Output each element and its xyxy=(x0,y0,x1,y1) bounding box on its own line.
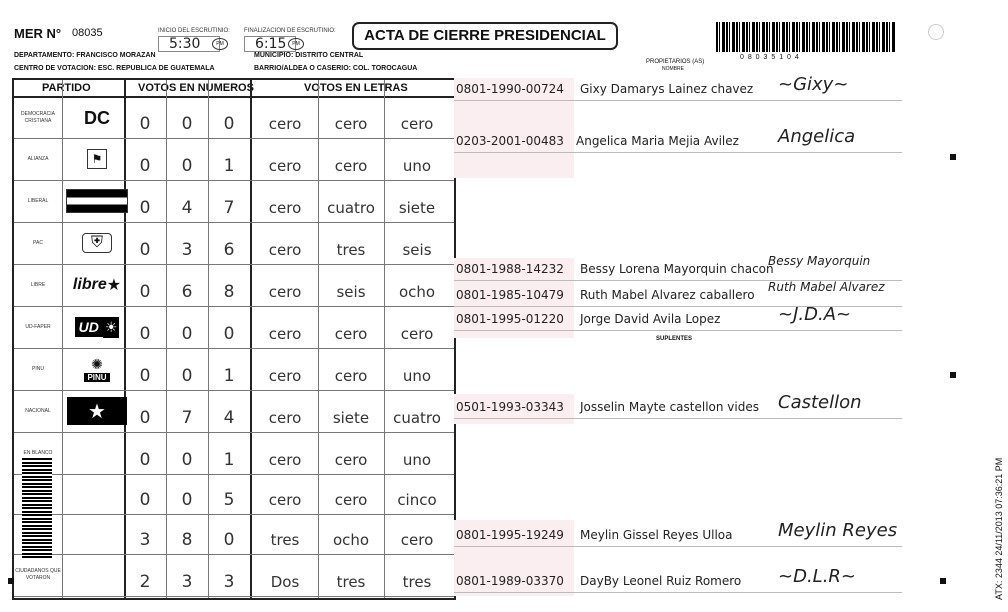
vote-digit: 0 xyxy=(139,408,151,428)
signature-line xyxy=(454,418,902,419)
vote-digit: 3 xyxy=(181,572,193,592)
table-row xyxy=(14,98,454,139)
vote-word: uno xyxy=(402,367,432,385)
signature-line xyxy=(454,546,902,547)
page-title: ACTA DE CIERRE PRESIDENCIAL xyxy=(352,22,618,50)
vote-digit: 0 xyxy=(139,240,151,260)
reg-mark xyxy=(940,578,946,584)
vote-word: tres xyxy=(336,241,366,259)
vote-word: tres xyxy=(402,573,432,591)
party-logo xyxy=(64,267,130,303)
vote-word: cero xyxy=(334,491,368,509)
departamento: DEPARTAMENTO: FRANCISCO MORAZAN xyxy=(14,52,156,59)
vote-digit: 0 xyxy=(181,114,193,134)
member-id: 0801-1988-14232 xyxy=(456,262,564,276)
vote-digit: 6 xyxy=(223,240,235,260)
reg-mark xyxy=(8,578,14,584)
party-logo xyxy=(64,393,130,429)
member-signature: Castellon xyxy=(778,392,862,413)
pinu-emblem-icon: ✺ xyxy=(91,356,103,372)
party-name: CIUDADANOS QUE VOTARON xyxy=(15,568,61,581)
vote-word: cero xyxy=(268,283,302,301)
vote-digit: 3 xyxy=(223,572,235,592)
barcode xyxy=(716,22,896,52)
libre-logo: libre xyxy=(72,276,107,293)
vote-digit: 4 xyxy=(181,198,193,218)
member-id: 0501-1993-03343 xyxy=(456,400,564,414)
table-row xyxy=(14,390,454,433)
vote-digit: 3 xyxy=(181,240,193,260)
mer-number: 08035 xyxy=(72,27,103,39)
vote-digit: 0 xyxy=(139,114,151,134)
col-numeros: VOTOS EN NUMEROS xyxy=(138,82,254,94)
table-row xyxy=(14,348,454,391)
signature-line xyxy=(454,592,902,593)
party-name: NACIONAL xyxy=(25,407,51,414)
member-name: Josselin Mayte castellon vides xyxy=(580,400,759,414)
vote-word: cero xyxy=(268,451,302,469)
member-signature: ~J.D.A~ xyxy=(778,304,852,325)
vote-digit: 5 xyxy=(223,490,235,510)
vote-digit: 0 xyxy=(181,324,193,344)
vote-word: cero xyxy=(334,451,368,469)
side-stamp: ATX: 2344 24/11/2013 07:36:21 PM xyxy=(994,457,1004,600)
vote-word: siete xyxy=(332,409,370,427)
vote-digit: 0 xyxy=(181,490,193,510)
party-logo xyxy=(64,225,130,261)
vote-digit: 0 xyxy=(139,450,151,470)
final-time: 6:15 xyxy=(244,36,296,52)
vote-word: cuatro xyxy=(393,409,441,427)
liberal-flag-icon xyxy=(66,189,128,213)
propietarios-label: PROPIETARIOS (AS) xyxy=(646,59,705,65)
party-name: LIBERAL xyxy=(27,197,49,204)
vote-word: cero xyxy=(268,115,302,133)
reg-mark xyxy=(950,372,956,378)
vote-digit: 1 xyxy=(223,156,235,176)
vote-digit: 3 xyxy=(139,530,151,550)
table-row xyxy=(14,222,454,265)
centro-votacion: CENTRO DE VOTACION: ESC. REPUBLICA DE GUATEMALA xyxy=(14,65,215,72)
signature-line xyxy=(454,330,902,331)
member-id: 0801-1995-01220 xyxy=(456,312,564,326)
star-icon: ★ xyxy=(106,277,122,294)
vote-digit: 0 xyxy=(223,530,235,550)
vote-word: cero xyxy=(268,241,302,259)
vote-word: cero xyxy=(268,409,302,427)
table-header xyxy=(14,80,454,98)
vote-word: cero xyxy=(268,367,302,385)
member-id: 0801-1989-03370 xyxy=(456,574,564,588)
inicio-pm: PM xyxy=(212,38,228,50)
vote-word: cuatro xyxy=(327,199,375,217)
vote-word: tres xyxy=(270,531,300,549)
party-name: ALIANZA xyxy=(27,155,49,162)
vote-digit: 0 xyxy=(181,450,193,470)
signature-line xyxy=(454,152,902,153)
party-logo xyxy=(64,351,130,387)
member-id: 0203-2001-00483 xyxy=(456,134,564,148)
final-pm: PM xyxy=(288,38,304,50)
member-signature: Angelica xyxy=(778,126,856,147)
vote-word: Dos xyxy=(270,573,300,591)
punch-hole xyxy=(928,24,944,40)
member-name: Angelica Maria Mejia Avilez xyxy=(576,134,739,148)
table-row xyxy=(14,554,454,597)
party-logo xyxy=(64,477,130,511)
member-id: 0801-1990-00724 xyxy=(456,82,564,96)
nombre-label: NOMBRE xyxy=(662,66,684,72)
party-logo xyxy=(64,141,130,177)
vote-digit: 1 xyxy=(223,366,235,386)
ud-logo: UD xyxy=(75,317,103,337)
mer-label: MER N° xyxy=(14,26,62,41)
alianza-flag-icon: ⚑ xyxy=(87,149,108,169)
vote-digit: 0 xyxy=(139,490,151,510)
member-name: Bessy Lorena Mayorquin chacon xyxy=(580,262,774,276)
table-row xyxy=(14,514,454,555)
party-name: PINU xyxy=(32,365,44,372)
vote-digit: 7 xyxy=(181,408,193,428)
table-row xyxy=(14,180,454,223)
table-row xyxy=(14,474,454,515)
vote-word: uno xyxy=(402,157,432,175)
pinu-logo: PINU xyxy=(84,373,109,382)
vote-digit: 0 xyxy=(223,324,235,344)
vote-word: cero xyxy=(334,325,368,343)
final-label: FINALIZACION DE ESCRUTINIO: xyxy=(244,28,336,34)
pac-shield-icon: ⛨ xyxy=(82,233,112,253)
vote-digit: 0 xyxy=(181,156,193,176)
vote-word: seis xyxy=(402,241,432,259)
municipio: MUNICIPIO: DISTRITO CENTRAL xyxy=(254,52,364,59)
barrio: BARRIO/ALDEA O CASERIO: COL. TOROCAGUA xyxy=(254,65,418,72)
party-logo xyxy=(64,557,130,593)
vote-digit: 6 xyxy=(181,282,193,302)
vote-digit: 0 xyxy=(139,366,151,386)
signature-line xyxy=(454,100,902,101)
member-name: Ruth Mabel Alvarez caballero xyxy=(580,288,755,302)
member-signature: Meylin Reyes xyxy=(778,520,898,541)
member-name: Jorge David Avila Lopez xyxy=(580,312,721,326)
party-logo xyxy=(64,435,130,471)
vote-word: cero xyxy=(334,115,368,133)
vote-word: cero xyxy=(400,531,434,549)
side-barcode xyxy=(22,458,52,558)
party-name: LIBRE xyxy=(30,281,46,288)
member-name: Meylin Gissel Reyes Ulloa xyxy=(580,528,733,542)
member-id: 0801-1985-10479 xyxy=(456,288,564,302)
party-logo xyxy=(64,309,130,345)
votes-table xyxy=(12,78,456,600)
vote-word: cero xyxy=(334,157,368,175)
barcode-number: 0 8 0 3 5 1 0 4 xyxy=(740,54,800,61)
table-row xyxy=(14,432,454,475)
party-logo xyxy=(64,183,130,219)
vote-word: cero xyxy=(268,157,302,175)
table-row xyxy=(14,138,454,181)
nacional-star-icon: ★ xyxy=(67,397,127,425)
vote-digit: 1 xyxy=(223,450,235,470)
vote-digit: 0 xyxy=(139,324,151,344)
vote-word: uno xyxy=(402,451,432,469)
inicio-time: 5:30 xyxy=(158,36,220,52)
member-signature: ~Gixy~ xyxy=(778,74,849,95)
member-signature: Bessy Mayorquin xyxy=(768,254,871,268)
vote-word: ocho xyxy=(398,283,436,301)
vote-word: cero xyxy=(268,325,302,343)
vote-digit: 2 xyxy=(139,572,151,592)
member-name: Gixy Damarys Lainez chavez xyxy=(580,82,754,96)
vote-word: cero xyxy=(268,199,302,217)
suplentes-label: SUPLENTES xyxy=(656,336,693,342)
vote-word: tres xyxy=(336,573,366,591)
col-letras: VOTOS EN LETRAS xyxy=(304,82,408,94)
party-logo xyxy=(64,101,130,135)
member-signature: ~D.L.R~ xyxy=(778,566,857,587)
vote-digit: 7 xyxy=(223,198,235,218)
vote-digit: 0 xyxy=(139,282,151,302)
col-partido: PARTIDO xyxy=(42,82,91,94)
vote-word: cero xyxy=(400,115,434,133)
sun-icon: ☀ xyxy=(103,317,120,338)
party-logo xyxy=(64,517,130,551)
member-id: 0801-1995-19249 xyxy=(456,528,564,542)
vote-word: cero xyxy=(400,325,434,343)
party-name: PAC xyxy=(33,239,43,246)
vote-digit: 0 xyxy=(139,156,151,176)
vote-digit: 4 xyxy=(223,408,235,428)
reg-mark xyxy=(950,154,956,160)
vote-digit: 8 xyxy=(181,530,193,550)
vote-word: siete xyxy=(398,199,436,217)
vote-digit: 0 xyxy=(181,366,193,386)
table-row xyxy=(14,264,454,307)
vote-word: cinco xyxy=(397,491,437,509)
party-name: DEMOCRACIA CRISTIANA xyxy=(21,111,55,124)
inicio-label: INICIO DEL ESCRUTINIO: xyxy=(158,28,230,34)
vote-word: cero xyxy=(334,367,368,385)
member-signature: Ruth Mabel Alvarez xyxy=(768,280,885,294)
party-name: EN BLANCO xyxy=(23,449,53,456)
vote-digit: 0 xyxy=(223,114,235,134)
dc-logo: DC xyxy=(84,107,110,128)
table-row xyxy=(14,306,454,349)
vote-word: seis xyxy=(336,283,366,301)
party-name: UD-FAPER xyxy=(25,323,51,330)
vote-digit: 8 xyxy=(223,282,235,302)
vote-word: ocho xyxy=(332,531,370,549)
vote-word: cero xyxy=(268,491,302,509)
member-name: DayBy Leonel Ruiz Romero xyxy=(580,574,742,588)
vote-digit: 0 xyxy=(139,198,151,218)
